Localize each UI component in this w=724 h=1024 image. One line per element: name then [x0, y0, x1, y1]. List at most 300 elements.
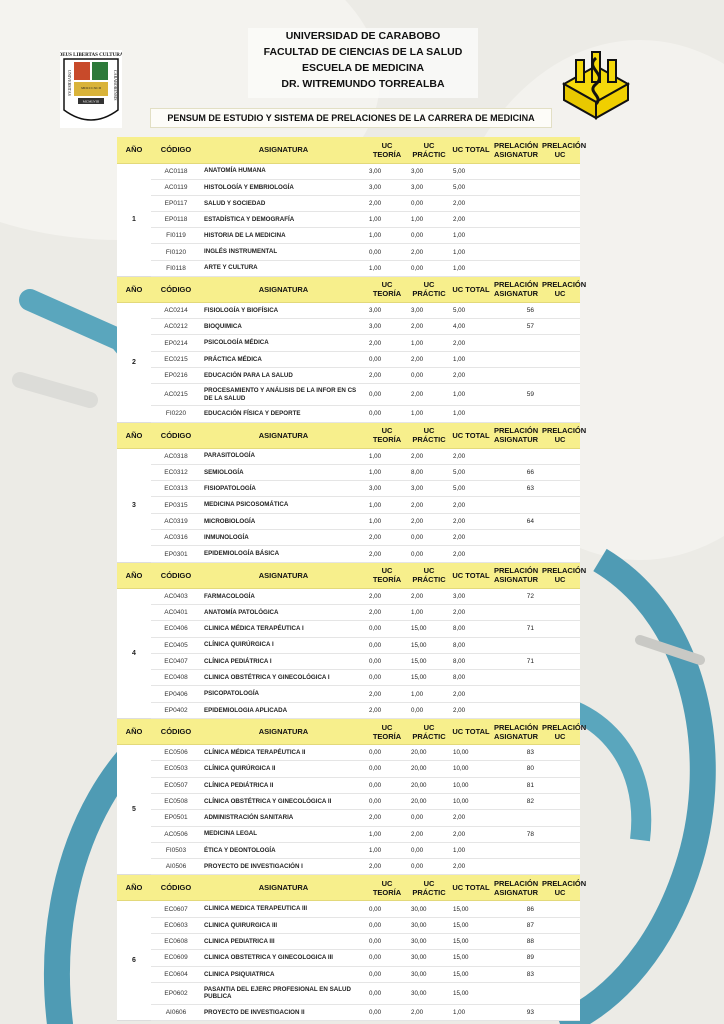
course-code: EP0602: [151, 982, 201, 1004]
col-header-uc-total: UC TOTAL: [450, 422, 492, 448]
prel-uc: [540, 163, 580, 179]
uc-total: 5,00: [450, 179, 492, 195]
uc-total: 15,00: [450, 901, 492, 917]
uc-practice: 0,00: [408, 702, 450, 718]
col-header-subject: ASIGNATURA: [201, 276, 366, 302]
uc-total: 2,00: [450, 530, 492, 546]
uc-total: 2,00: [450, 826, 492, 842]
uc-theory: 1,00: [366, 212, 408, 228]
prel-uc: [540, 686, 580, 702]
course-name: CLINICA MÉDICA TERAPÉUTICA I: [201, 621, 366, 637]
table-row: [117, 653, 580, 669]
prel-subject: [492, 810, 540, 826]
course-name: HISTOLOGÍA Y EMBRIOLOGÍA: [201, 179, 366, 195]
prel-uc: [540, 481, 580, 497]
uc-practice: 15,00: [408, 621, 450, 637]
course-name: CLINICA OBSTETRICA Y GINECOLOGICA III: [201, 950, 366, 966]
col-header-uc-theory: UC TEORÍA: [366, 422, 408, 448]
uc-practice: 2,00: [408, 588, 450, 604]
prel-subject: [492, 530, 540, 546]
uc-total: 2,00: [450, 859, 492, 875]
uc-total: 10,00: [450, 761, 492, 777]
uc-practice: 20,00: [408, 777, 450, 793]
prel-subject: [492, 195, 540, 211]
col-header-uc-theory: UC TEORÍA: [366, 276, 408, 302]
school-honoree: DR. WITREMUNDO TORREALBA: [281, 78, 445, 90]
uc-theory: 1,00: [366, 228, 408, 244]
table-row: [117, 406, 580, 422]
course-code: EC0609: [151, 950, 201, 966]
uc-practice: 1,00: [408, 212, 450, 228]
uc-practice: 30,00: [408, 950, 450, 966]
col-header-uc-practice: UC PRÁCTIC: [408, 719, 450, 745]
table-row: [117, 481, 580, 497]
uc-total: 15,00: [450, 966, 492, 982]
uc-practice: 20,00: [408, 793, 450, 809]
uc-total: 1,00: [450, 228, 492, 244]
prel-uc: [540, 793, 580, 809]
uc-total: 15,00: [450, 982, 492, 1004]
prel-uc: [540, 513, 580, 529]
uc-total: 2,00: [450, 195, 492, 211]
course-code: AI0606: [151, 1004, 201, 1020]
table-row: [117, 761, 580, 777]
prel-uc: [540, 319, 580, 335]
course-name: FISIOLOGÍA Y BIOFÍSICA: [201, 302, 366, 318]
course-name: CLINICA PSIQUIATRICA: [201, 966, 366, 982]
prel-subject: [492, 448, 540, 464]
prel-subject: [492, 604, 540, 620]
course-code: EC0407: [151, 653, 201, 669]
prel-subject: [492, 368, 540, 384]
uc-theory: 0,00: [366, 966, 408, 982]
course-code: EC0604: [151, 966, 201, 982]
course-code: EC0405: [151, 637, 201, 653]
prel-subject: [492, 859, 540, 875]
course-code: AC0316: [151, 530, 201, 546]
table-row: [117, 513, 580, 529]
uc-total: 2,00: [450, 368, 492, 384]
uc-total: 2,00: [450, 546, 492, 562]
col-header-uc-total: UC TOTAL: [450, 719, 492, 745]
prel-uc: [540, 228, 580, 244]
course-code: AC0318: [151, 448, 201, 464]
course-name: PROYECTO DE INVESTIGACIÓN I: [201, 859, 366, 875]
prel-uc: [540, 670, 580, 686]
year-cell: 1: [117, 163, 151, 276]
uc-total: 1,00: [450, 842, 492, 858]
table-row: [117, 702, 580, 718]
col-header-year: AÑO: [117, 562, 151, 588]
course-code: EC0603: [151, 917, 201, 933]
uc-theory: 1,00: [366, 260, 408, 276]
prel-subject: 59: [492, 384, 540, 406]
prel-subject: 82: [492, 793, 540, 809]
uc-total: 10,00: [450, 745, 492, 761]
table-row: [117, 163, 580, 179]
prel-subject: [492, 228, 540, 244]
table-row: [117, 260, 580, 276]
course-code: EP0406: [151, 686, 201, 702]
course-code: AC0212: [151, 319, 201, 335]
prel-subject: [492, 497, 540, 513]
prel-subject: 71: [492, 621, 540, 637]
course-name: CLINICA QUIRURGICA III: [201, 917, 366, 933]
prel-uc: [540, 637, 580, 653]
course-name: HISTORIA DE LA MEDICINA: [201, 228, 366, 244]
col-header-prel-uc: PRELACIÓN UC: [540, 137, 580, 163]
uc-theory: 2,00: [366, 195, 408, 211]
table-row: [117, 901, 580, 917]
prel-subject: 83: [492, 745, 540, 761]
uc-total: 1,00: [450, 351, 492, 367]
col-header-uc-total: UC TOTAL: [450, 276, 492, 302]
prel-subject: 88: [492, 934, 540, 950]
prel-uc: [540, 179, 580, 195]
col-header-prel-uc: PRELACIÓN UC: [540, 875, 580, 901]
prel-uc: [540, 621, 580, 637]
course-code: FI0119: [151, 228, 201, 244]
uc-theory: 0,00: [366, 761, 408, 777]
uc-theory: 1,00: [366, 464, 408, 480]
col-header-year: AÑO: [117, 422, 151, 448]
uc-total: 2,00: [450, 497, 492, 513]
prel-subject: 80: [492, 761, 540, 777]
prel-uc: [540, 777, 580, 793]
col-header-code: CÓDIGO: [151, 719, 201, 745]
course-name: CLÍNICA MÉDICA TERAPÉUTICA II: [201, 745, 366, 761]
course-code: EP0216: [151, 368, 201, 384]
year-cell: 4: [117, 588, 151, 718]
course-code: EP0118: [151, 212, 201, 228]
uc-theory: 0,00: [366, 653, 408, 669]
course-name: CLÍNICA OBSTÉTRICA Y GINECOLÓGICA II: [201, 793, 366, 809]
course-name: ANATOMÍA PATOLÓGICA: [201, 604, 366, 620]
col-header-prel-uc: PRELACIÓN UC: [540, 719, 580, 745]
uc-practice: 0,00: [408, 530, 450, 546]
course-code: FI0503: [151, 842, 201, 858]
col-header-uc-practice: UC PRÁCTIC: [408, 422, 450, 448]
year-header-row: [117, 562, 580, 588]
col-header-subject: ASIGNATURA: [201, 562, 366, 588]
uc-practice: 0,00: [408, 228, 450, 244]
prel-subject: 57: [492, 319, 540, 335]
uc-practice: 20,00: [408, 745, 450, 761]
uc-total: 2,00: [450, 702, 492, 718]
table-row: [117, 302, 580, 318]
prel-subject: [492, 546, 540, 562]
course-code: EP0301: [151, 546, 201, 562]
uc-theory: 0,00: [366, 670, 408, 686]
col-header-uc-theory: UC TEORÍA: [366, 719, 408, 745]
uc-practice: 0,00: [408, 260, 450, 276]
table-row: [117, 621, 580, 637]
course-name: CLÍNICA QUIRÚRGICA I: [201, 637, 366, 653]
table-row: [117, 686, 580, 702]
uc-practice: 3,00: [408, 302, 450, 318]
table-row: [117, 810, 580, 826]
uc-total: 3,00: [450, 588, 492, 604]
uc-practice: 2,00: [408, 826, 450, 842]
course-name: SEMIOLOGÍA: [201, 464, 366, 480]
uc-practice: 30,00: [408, 917, 450, 933]
course-code: EC0507: [151, 777, 201, 793]
year-cell: 3: [117, 448, 151, 562]
course-name: EPIDEMIOLOGÍA BÁSICA: [201, 546, 366, 562]
col-header-code: CÓDIGO: [151, 276, 201, 302]
course-name: PARASITOLOGÍA: [201, 448, 366, 464]
prel-uc: [540, 546, 580, 562]
prel-uc: [540, 761, 580, 777]
prel-subject: 64: [492, 513, 540, 529]
uc-total: 2,00: [450, 448, 492, 464]
uc-theory: 0,00: [366, 244, 408, 260]
uc-practice: 3,00: [408, 163, 450, 179]
col-header-prel-subject: PRELACIÓN ASIGNATUR: [492, 562, 540, 588]
prel-subject: 83: [492, 966, 540, 982]
prel-uc: [540, 702, 580, 718]
prel-uc: [540, 826, 580, 842]
uc-practice: 0,00: [408, 842, 450, 858]
prel-uc: [540, 982, 580, 1004]
curriculum-table: [117, 137, 587, 1021]
col-header-subject: ASIGNATURA: [201, 422, 366, 448]
uc-theory: 2,00: [366, 604, 408, 620]
prel-subject: 81: [492, 777, 540, 793]
logo-year-text: MDCCCXCII: [81, 86, 101, 90]
uc-total: 10,00: [450, 793, 492, 809]
uc-practice: 3,00: [408, 481, 450, 497]
uc-practice: 2,00: [408, 384, 450, 406]
table-row: [117, 530, 580, 546]
prel-subject: 56: [492, 302, 540, 318]
prel-uc: [540, 745, 580, 761]
course-code: EC0313: [151, 481, 201, 497]
col-header-code: CÓDIGO: [151, 137, 201, 163]
uc-theory: 1,00: [366, 448, 408, 464]
prel-subject: 78: [492, 826, 540, 842]
faculty-name: FACULTAD DE CIENCIAS DE LA SALUD: [263, 46, 463, 58]
course-code: AC0118: [151, 163, 201, 179]
uc-total: 8,00: [450, 621, 492, 637]
prel-subject: [492, 260, 540, 276]
uc-theory: 0,00: [366, 793, 408, 809]
uc-practice: 1,00: [408, 335, 450, 351]
uc-total: 4,00: [450, 319, 492, 335]
course-name: INMUNOLOGÍA: [201, 530, 366, 546]
uc-theory: 2,00: [366, 702, 408, 718]
uc-theory: 0,00: [366, 745, 408, 761]
prel-uc: [540, 195, 580, 211]
uc-theory: 2,00: [366, 335, 408, 351]
table-row: [117, 351, 580, 367]
course-name: CLINICA MEDICA TERAPEUTICA III: [201, 901, 366, 917]
uc-practice: 30,00: [408, 966, 450, 982]
uc-theory: 0,00: [366, 384, 408, 406]
prel-subject: [492, 244, 540, 260]
col-header-uc-theory: UC TEORÍA: [366, 562, 408, 588]
uc-practice: 2,00: [408, 244, 450, 260]
prel-uc: [540, 934, 580, 950]
table-row: [117, 777, 580, 793]
school-medicine-logo: [560, 48, 632, 120]
prel-subject: [492, 406, 540, 422]
col-header-uc-practice: UC PRÁCTIC: [408, 137, 450, 163]
course-code: AI0506: [151, 859, 201, 875]
table-row: [117, 335, 580, 351]
col-header-uc-practice: UC PRÁCTIC: [408, 276, 450, 302]
col-header-uc-total: UC TOTAL: [450, 875, 492, 901]
course-name: PASANTIA DEL EJERC PROFESIONAL EN SALUD PUBLICA: [201, 982, 366, 1004]
course-name: CLINICA OBSTÉTRICA Y GINECOLÓGICA I: [201, 670, 366, 686]
uc-practice: 2,00: [408, 319, 450, 335]
prel-uc: [540, 448, 580, 464]
year-cell: 6: [117, 901, 151, 1021]
uc-theory: 0,00: [366, 917, 408, 933]
col-header-prel-subject: PRELACIÓN ASIGNATUR: [492, 422, 540, 448]
uc-practice: 0,00: [408, 195, 450, 211]
table-row: [117, 604, 580, 620]
course-code: EP0117: [151, 195, 201, 211]
uc-total: 1,00: [450, 406, 492, 422]
uc-theory: 0,00: [366, 406, 408, 422]
course-code: FI0118: [151, 260, 201, 276]
uc-theory: 0,00: [366, 1004, 408, 1020]
uc-theory: 2,00: [366, 546, 408, 562]
table-row: [117, 179, 580, 195]
uc-theory: 2,00: [366, 530, 408, 546]
course-code: EC0215: [151, 351, 201, 367]
col-header-year: AÑO: [117, 719, 151, 745]
uc-practice: 0,00: [408, 546, 450, 562]
uc-theory: 0,00: [366, 901, 408, 917]
course-code: EP0315: [151, 497, 201, 513]
col-header-code: CÓDIGO: [151, 562, 201, 588]
course-name: ÉTICA Y DEONTOLOGÍA: [201, 842, 366, 858]
course-name: PSICOPATOLOGÍA: [201, 686, 366, 702]
uc-practice: 0,00: [408, 368, 450, 384]
uc-practice: 2,00: [408, 497, 450, 513]
logo-top-text: DEUS LIBERTAS CULTURA: [60, 53, 122, 58]
prel-uc: [540, 368, 580, 384]
table-row: [117, 917, 580, 933]
uc-total: 2,00: [450, 513, 492, 529]
uc-total: 10,00: [450, 777, 492, 793]
table-row: [117, 244, 580, 260]
col-header-uc-total: UC TOTAL: [450, 562, 492, 588]
uc-theory: 1,00: [366, 842, 408, 858]
col-header-prel-uc: PRELACIÓN UC: [540, 276, 580, 302]
uc-practice: 0,00: [408, 810, 450, 826]
uc-total: 5,00: [450, 481, 492, 497]
prel-uc: [540, 810, 580, 826]
col-header-code: CÓDIGO: [151, 422, 201, 448]
uc-practice: 1,00: [408, 604, 450, 620]
year-header-row: [117, 719, 580, 745]
course-code: FI0120: [151, 244, 201, 260]
uc-practice: 15,00: [408, 670, 450, 686]
uc-theory: 1,00: [366, 513, 408, 529]
table-row: [117, 966, 580, 982]
col-header-prel-subject: PRELACIÓN ASIGNATUR: [492, 137, 540, 163]
prel-uc: [540, 1004, 580, 1020]
col-header-code: CÓDIGO: [151, 875, 201, 901]
uc-practice: 1,00: [408, 686, 450, 702]
col-header-prel-subject: PRELACIÓN ASIGNATUR: [492, 875, 540, 901]
course-name: ESTADÍSTICA Y DEMOGRAFÍA: [201, 212, 366, 228]
table-row: [117, 1004, 580, 1020]
course-name: FARMACOLOGÍA: [201, 588, 366, 604]
course-code: AC0401: [151, 604, 201, 620]
uc-total: 2,00: [450, 686, 492, 702]
course-code: EP0402: [151, 702, 201, 718]
col-header-uc-theory: UC TEORÍA: [366, 875, 408, 901]
logo-side-left: UNIVERSITAS: [67, 70, 72, 96]
prel-subject: 93: [492, 1004, 540, 1020]
prel-subject: [492, 163, 540, 179]
prel-uc: [540, 604, 580, 620]
prel-uc: [540, 917, 580, 933]
uc-theory: 3,00: [366, 302, 408, 318]
logo-year2-text: MCMLVIII: [82, 99, 100, 104]
logo-side-right: CARABOBENSIS: [113, 70, 118, 101]
course-code: EC0408: [151, 670, 201, 686]
col-header-year: AÑO: [117, 875, 151, 901]
uc-theory: 2,00: [366, 810, 408, 826]
uc-practice: 15,00: [408, 653, 450, 669]
uc-practice: 30,00: [408, 934, 450, 950]
table-row: [117, 588, 580, 604]
col-header-uc-theory: UC TEORÍA: [366, 137, 408, 163]
uc-total: 2,00: [450, 335, 492, 351]
course-name: EDUCACIÓN FÍSICA Y DEPORTE: [201, 406, 366, 422]
prel-uc: [540, 966, 580, 982]
table-row: [117, 745, 580, 761]
prel-uc: [540, 302, 580, 318]
col-header-prel-uc: PRELACIÓN UC: [540, 562, 580, 588]
uc-practice: 3,00: [408, 179, 450, 195]
course-name: CLÍNICA QUIRÚRGICA II: [201, 761, 366, 777]
table-row: [117, 670, 580, 686]
university-name: UNIVERSIDAD DE CARABOBO: [285, 30, 441, 42]
prel-uc: [540, 859, 580, 875]
uc-theory: 0,00: [366, 777, 408, 793]
course-code: EP0214: [151, 335, 201, 351]
col-header-year: AÑO: [117, 276, 151, 302]
uc-theory: 0,00: [366, 950, 408, 966]
table-row: [117, 497, 580, 513]
uc-theory: 0,00: [366, 351, 408, 367]
course-name: ANATOMÍA HUMANA: [201, 163, 366, 179]
col-header-prel-subject: PRELACIÓN ASIGNATUR: [492, 719, 540, 745]
table-row: [117, 319, 580, 335]
year-header-row: [117, 422, 580, 448]
uc-theory: 3,00: [366, 481, 408, 497]
prel-subject: 71: [492, 653, 540, 669]
table-row: [117, 793, 580, 809]
uc-practice: 30,00: [408, 901, 450, 917]
uc-practice: 2,00: [408, 351, 450, 367]
course-name: PROCESAMIENTO Y ANÁLISIS DE LA INFOR EN CS DE LA SALUD: [201, 384, 366, 406]
uc-practice: 0,00: [408, 859, 450, 875]
prel-subject: [492, 686, 540, 702]
uc-theory: 0,00: [366, 982, 408, 1004]
prel-uc: [540, 406, 580, 422]
course-name: SALUD Y SOCIEDAD: [201, 195, 366, 211]
uc-theory: 2,00: [366, 368, 408, 384]
table-row: [117, 859, 580, 875]
prel-uc: [540, 260, 580, 276]
